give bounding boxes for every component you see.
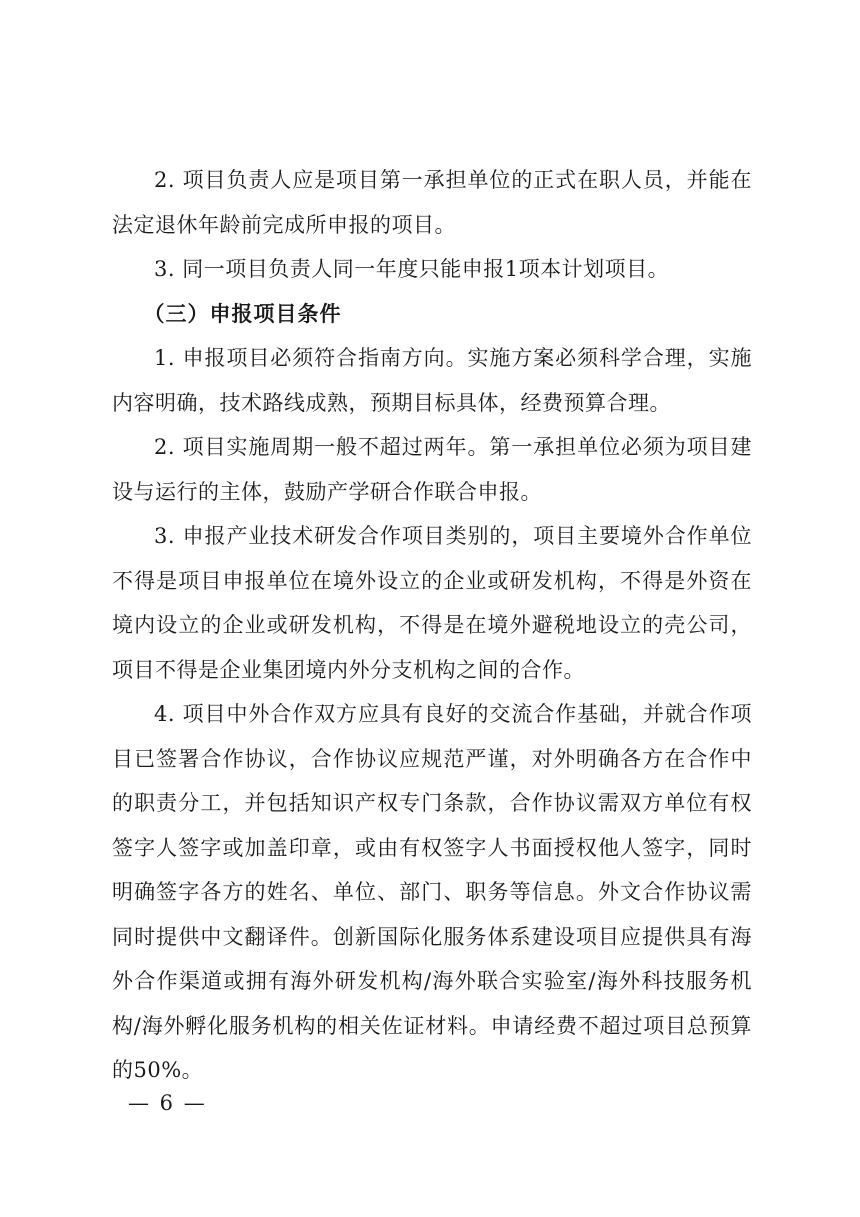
paragraph-implementation-period: 2. 项目实施周期一般不超过两年。第一承担单位必须为项目建设与运行的主体，鼓励产学研合作联合申报。 (112, 435, 752, 504)
section-heading (112, 292, 752, 337)
paragraph-responsible-person: 2. 项目负责人应是项目第一承担单位的正式在职人员，并能在法定退休年龄前完成所申报的项目。 (112, 168, 752, 237)
paragraph-foreign-partner: 3. 申报产业技术研发合作项目类别的，项目主要境外合作单位不得是项目申报单位在境外设立的企业或研发机构，不得是外资在境内设立的企业或研发机构，不得是在境外避税地设立的壳公司，项目不得是企业集团境内外分支机构之间的合作。 (112, 524, 752, 682)
section-heading-text: （三）申报项目条件 (143, 300, 342, 326)
document-body (112, 158, 752, 1093)
paragraph-guideline-direction: 1. 申报项目必须符合指南方向。实施方案必须科学合理，实施内容明确，技术路线成熟，预期目标具体，经费预算合理。 (112, 346, 752, 415)
paragraph-single-project: 3. 同一项目负责人同一年度只能申报1项本计划项目。 (154, 257, 670, 281)
paragraph-cooperation-agreement: 4. 项目中外合作双方应具有良好的交流合作基础，并就合作项目已签署合作协议，合作协议应规范严谨，对外明确各方在合作中的职责分工，并包括知识产权专门条款，合作协议需双方单位有权签字人签字或加盖印章，或由有权签字人书面授权他人签字，同时明确签字各方的姓名、单位、部门、职务等信息。外文合作协议需同时提供中文翻译件。创新国际化服务体系建设项目应提供具有海外合作渠道或拥有海外研发机构/海外联合实验室/海外科技服务机构/海外孵化服务机构的相关佐证材料。申请经费不超过项目总预算的50%。 (112, 702, 752, 1082)
page-number: — 6 — (128, 1091, 207, 1115)
